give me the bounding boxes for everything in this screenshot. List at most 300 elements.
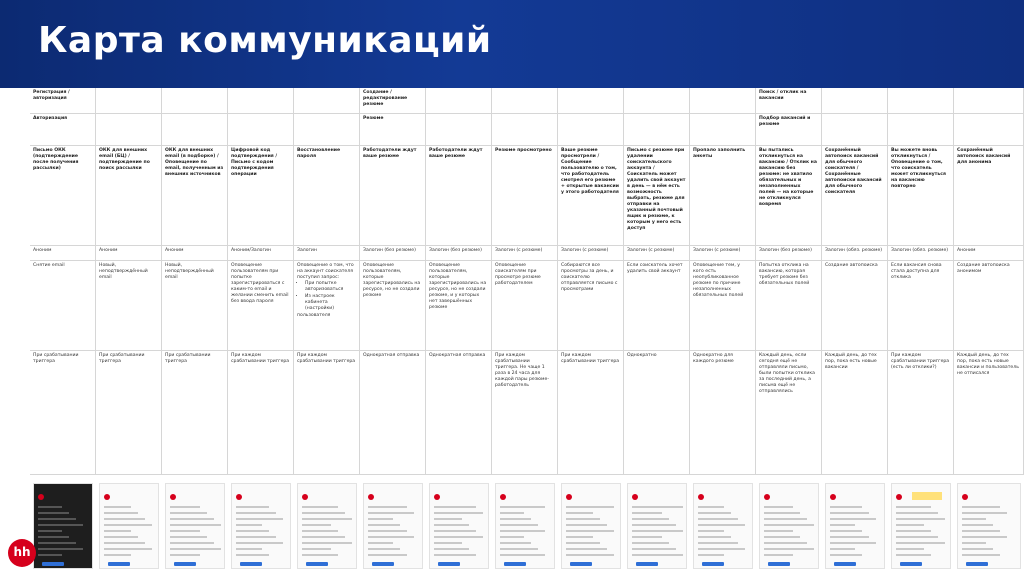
hh-mini-logo-icon <box>434 494 440 500</box>
table-cell <box>162 114 228 145</box>
cell-text: Работодатели ждут ваше резюме <box>363 148 417 159</box>
table-cell <box>426 146 492 245</box>
text-line <box>302 530 338 532</box>
cell-text: Аноним <box>99 248 118 253</box>
cell-text: Оповещение о том, что на аккаунт соискателя поступил запрос: <box>297 263 354 280</box>
cell-text: Оповещение пользователям при попытке зарегистрироваться с каким-то email и желании сменить email без ввода пароля <box>231 263 289 304</box>
cell-text: Каждый день, если сегодня ещё не отправляли письмо, были попытки отклика за последний день, а письма ещё не отправлялись <box>759 353 815 394</box>
cell-text: Оповещение соискателям при просмотре резюме работодателем <box>495 263 541 286</box>
text-line <box>104 512 138 514</box>
cell-text: Письмо с резюме при удалении соискательского аккаунта / Соискатель может удалить свой аккаунт в день — в нём есть возможность выбрать, резюме для отправки на указанный почтовый ящик и резюме, к которым у него есть доступ <box>627 148 686 231</box>
table-cell <box>690 351 756 474</box>
hh-mini-logo-icon <box>368 494 374 500</box>
table-cell <box>426 351 492 474</box>
table-cell <box>492 351 558 474</box>
table-cell <box>954 114 1024 145</box>
table-cell <box>30 246 96 260</box>
text-line <box>764 518 807 520</box>
text-line <box>830 512 869 514</box>
table-cell <box>294 261 360 350</box>
cell-text: Новый, неподтверждённый email <box>165 263 214 280</box>
text-line <box>962 518 986 520</box>
cell-text: Аноним <box>33 248 52 253</box>
hh-mini-logo-icon <box>896 494 902 500</box>
text-line <box>500 554 545 556</box>
text-line <box>104 518 145 520</box>
text-line <box>500 518 531 520</box>
text-line <box>896 506 931 508</box>
hh-mini-logo-icon <box>962 494 968 500</box>
preview-button <box>570 562 592 566</box>
table-cell <box>30 88 96 113</box>
text-line <box>698 548 745 550</box>
preview-button <box>108 562 130 566</box>
text-line <box>566 554 614 556</box>
cell-bullet: • При попытке авторизоваться <box>305 281 356 293</box>
text-line <box>434 518 462 520</box>
cell-text: Ваше резюме просмотрели / Сообщение пользователю о том, что работодатель смотрел его резюме + открытые вакансии у этого работодателя <box>561 148 619 195</box>
table-cell <box>162 351 228 474</box>
cell-text: Пропало заполнить анкеты <box>693 148 746 159</box>
email-preview-thumbnail <box>165 483 225 569</box>
table-cell <box>690 114 756 145</box>
table-cell <box>294 146 360 245</box>
table-cell <box>822 146 888 245</box>
text-line <box>104 524 152 526</box>
cell-text: Залогин (без резюме) <box>429 248 482 253</box>
cell-text: Залогин (с резюме) <box>693 248 741 253</box>
table-cell <box>228 246 294 260</box>
cell-text: Залогин (с резюме) <box>561 248 609 253</box>
preview-button <box>834 562 856 566</box>
cell-text: Если соискатель хочет удалить свой аккаунт <box>627 263 683 274</box>
text-line <box>698 536 731 538</box>
text-line <box>896 536 938 538</box>
text-line <box>500 512 524 514</box>
text-line <box>104 506 131 508</box>
table-cell <box>624 88 690 113</box>
table-cell <box>426 261 492 350</box>
text-line <box>632 536 662 538</box>
table-cell <box>954 246 1024 260</box>
cell-text: Аноним/Залогин <box>231 248 271 253</box>
text-line <box>896 542 945 544</box>
text-line <box>302 536 345 538</box>
preview-button <box>240 562 262 566</box>
text-line <box>500 536 524 538</box>
text-line <box>500 548 538 550</box>
text-line <box>38 554 62 556</box>
cell-text: Однократно для каждого резюме <box>693 353 734 364</box>
cell-text: Залогин (без резюме) <box>759 248 812 253</box>
table-cell <box>96 88 162 113</box>
cell-text: Восстановление пароля <box>297 148 341 159</box>
cell-text: Цифровой код подтверждения / Письмо с кодом подтверждения операции <box>231 148 278 177</box>
table-cell <box>360 114 426 145</box>
cell-text: Создание автопоиска <box>825 263 878 268</box>
text-line <box>368 548 400 550</box>
text-line <box>38 512 69 514</box>
preview-button <box>372 562 394 566</box>
text-line <box>38 506 62 508</box>
cell-text: Если вакансия снова стала доступна для отклика <box>891 263 942 280</box>
hh-mini-logo-icon <box>566 494 572 500</box>
email-preview-thumbnail <box>825 483 885 569</box>
table-cell <box>954 146 1024 245</box>
table-cell <box>294 88 360 113</box>
text-line <box>566 518 600 520</box>
cell-text: Залогин (обяз. резюме) <box>825 248 883 253</box>
text-line <box>632 506 683 508</box>
text-line <box>104 554 131 556</box>
table-cell <box>492 146 558 245</box>
text-line <box>368 530 407 532</box>
table-cell <box>756 351 822 474</box>
text-line <box>962 536 1007 538</box>
cell-text: Снятие email <box>33 263 65 268</box>
table-cell <box>822 261 888 350</box>
table-cell <box>96 351 162 474</box>
text-line <box>764 542 807 544</box>
table-cell <box>558 146 624 245</box>
cell-text: Сохранённый автопоиск вакансий для анонима <box>957 148 1011 165</box>
cell-text: Собираются все просмотры за день, и соискателю отправляется письмо с просмотрами <box>561 263 618 292</box>
text-line <box>170 524 221 526</box>
text-line <box>566 536 593 538</box>
cell-text: Письмо ОКК (подтверждение после получения рассылки) <box>33 148 79 171</box>
hh-mini-logo-icon <box>170 494 176 500</box>
preview-button <box>306 562 328 566</box>
text-line <box>368 512 414 514</box>
cell-text: Вы можете вновь откликнуться / Оповещение о том, что соискатель может откликнуться на вакансию повторно <box>891 148 946 189</box>
text-line <box>434 530 476 532</box>
email-preview-thumbnail <box>33 483 93 569</box>
hh-mini-logo-icon <box>632 494 638 500</box>
text-line <box>962 524 993 526</box>
table-cell <box>690 261 756 350</box>
cell-text: При каждом срабатывании триггера <box>561 353 620 364</box>
text-line <box>764 554 793 556</box>
table-cell <box>888 114 954 145</box>
cell-text: Авторизация <box>33 116 68 121</box>
cell-text: Поиск / отклик на вакансии <box>759 90 807 101</box>
text-line <box>764 506 793 508</box>
text-line <box>830 524 855 526</box>
table-cell <box>228 114 294 145</box>
text-line <box>764 548 814 550</box>
text-line <box>104 536 138 538</box>
text-line <box>698 518 738 520</box>
text-line <box>698 542 738 544</box>
table-cell <box>360 88 426 113</box>
email-preview-thumbnail <box>759 483 819 569</box>
table-cell <box>624 351 690 474</box>
slide-title: Карта коммуникаций <box>38 20 492 61</box>
cell-text: пользователя <box>297 313 331 318</box>
text-line <box>764 512 800 514</box>
text-line <box>566 530 614 532</box>
table-cell <box>360 246 426 260</box>
text-line <box>632 530 683 532</box>
table-cell <box>558 88 624 113</box>
table-cell <box>822 246 888 260</box>
hh-mini-logo-icon <box>500 494 506 500</box>
text-line <box>38 542 76 544</box>
text-line <box>170 506 200 508</box>
cell-text: Однократная отправка <box>363 353 420 358</box>
table-cell <box>624 261 690 350</box>
text-line <box>302 554 338 556</box>
text-line <box>302 542 352 544</box>
text-line <box>368 518 393 520</box>
text-line <box>962 542 986 544</box>
table-cell <box>360 261 426 350</box>
table-cell <box>624 146 690 245</box>
email-preview-thumbnail <box>627 483 687 569</box>
email-preview-thumbnail <box>693 483 753 569</box>
table-cell <box>360 351 426 474</box>
text-line <box>170 530 200 532</box>
text-line <box>170 554 200 556</box>
email-preview-thumbnail <box>297 483 357 569</box>
text-line <box>170 518 214 520</box>
preview-button <box>504 562 526 566</box>
text-line <box>434 554 476 556</box>
text-line <box>830 518 876 520</box>
text-line <box>236 512 276 514</box>
table-cell <box>954 88 1024 113</box>
table-cell <box>756 114 822 145</box>
table-cell <box>558 261 624 350</box>
text-line <box>434 542 462 544</box>
table-cell <box>954 351 1024 474</box>
text-line <box>38 518 76 520</box>
cell-text: При каждом срабатывании триггера (есть ли отклики?) <box>891 353 950 370</box>
table-row <box>30 88 1024 114</box>
text-line <box>434 524 469 526</box>
text-line <box>632 542 669 544</box>
preview-button <box>174 562 196 566</box>
email-preview-thumbnail <box>363 483 423 569</box>
text-line <box>500 542 531 544</box>
text-line <box>830 530 862 532</box>
email-preview-thumbnail <box>495 483 555 569</box>
text-line <box>896 524 924 526</box>
cell-text: Оповещение тем, у кого есть неопубликованное резюме по причине незаполненных обязательных полей <box>693 263 744 298</box>
text-line <box>632 548 676 550</box>
table-cell <box>426 246 492 260</box>
text-line <box>830 506 862 508</box>
text-line <box>698 512 731 514</box>
text-line <box>236 518 283 520</box>
text-line <box>896 512 938 514</box>
text-line <box>236 530 269 532</box>
cell-text: Залогин (с резюме) <box>627 248 675 253</box>
cell-text: Однократная отправка <box>429 353 486 358</box>
table-cell <box>822 114 888 145</box>
cell-text: Резюме просмотрено <box>495 148 552 153</box>
cell-text: Оповещение пользователям, которые зарегистрировались на ресурсе, но не создали резюме <box>363 263 421 298</box>
text-line <box>170 548 221 550</box>
text-line <box>566 506 614 508</box>
cell-text: Каждый день, до тех пор, пока есть новые вакансии и пользователь не отписался <box>957 353 1019 376</box>
cell-text: Оповещение пользователям, которые зарегистрировались на ресурсе, но не создали резюме, и у которых нет завершённых резюме <box>429 263 487 310</box>
cell-text: Попытка отклика на вакансию, которая требует резюме без обязательных полей <box>759 263 810 286</box>
preview-button <box>702 562 724 566</box>
table-cell <box>822 351 888 474</box>
table-row <box>30 114 1024 146</box>
text-line <box>896 518 945 520</box>
cell-text: При каждом срабатывании триггера <box>297 353 356 364</box>
table-row <box>30 351 1024 475</box>
text-line <box>170 542 214 544</box>
table-cell <box>228 88 294 113</box>
text-line <box>302 512 345 514</box>
hh-logo: hh <box>8 539 36 567</box>
text-line <box>170 536 207 538</box>
table-cell <box>756 88 822 113</box>
table-cell <box>558 114 624 145</box>
text-line <box>896 548 924 550</box>
cell-text: Резюме <box>363 116 384 121</box>
text-line <box>962 506 1000 508</box>
cell-text: Аноним <box>957 248 976 253</box>
text-line <box>368 524 400 526</box>
text-line <box>698 554 724 556</box>
text-line <box>632 524 676 526</box>
table-cell <box>30 261 96 350</box>
table-cell <box>162 246 228 260</box>
table-cell <box>492 88 558 113</box>
text-line <box>236 542 283 544</box>
table-cell <box>756 261 822 350</box>
text-line <box>302 524 331 526</box>
cell-bullet-list <box>297 281 356 312</box>
text-line <box>302 548 331 550</box>
table-cell <box>162 146 228 245</box>
cell-text: При каждом срабатывании триггера <box>231 353 290 364</box>
text-line <box>764 530 793 532</box>
table-cell <box>690 88 756 113</box>
text-line <box>104 548 152 550</box>
text-line <box>236 524 262 526</box>
text-line <box>434 506 476 508</box>
email-preview-thumbnail <box>231 483 291 569</box>
table-cell <box>888 246 954 260</box>
table-cell <box>558 351 624 474</box>
table-row <box>30 246 1024 261</box>
text-line <box>170 512 207 514</box>
slide-header <box>0 0 1024 88</box>
email-preview-thumbnail <box>891 483 951 569</box>
text-line <box>962 548 993 550</box>
cell-text: Залогин <box>297 248 317 253</box>
text-line <box>698 506 724 508</box>
table-cell <box>426 88 492 113</box>
table-row <box>30 146 1024 246</box>
table-row <box>30 261 1024 351</box>
text-line <box>566 512 593 514</box>
hh-mini-logo-icon <box>698 494 704 500</box>
text-line <box>104 530 131 532</box>
table-cell <box>162 88 228 113</box>
text-line <box>236 506 269 508</box>
table-cell <box>30 114 96 145</box>
table-cell <box>360 146 426 245</box>
text-line <box>698 524 745 526</box>
table-cell <box>624 114 690 145</box>
cell-text: Создание автопоиска анонимом <box>957 263 1010 274</box>
text-line <box>830 542 876 544</box>
email-preview-thumbnail <box>957 483 1021 569</box>
text-line <box>830 554 862 556</box>
table-cell <box>96 246 162 260</box>
text-line <box>500 530 545 532</box>
text-line <box>236 554 269 556</box>
cell-text: Аноним <box>165 248 184 253</box>
table-cell <box>294 114 360 145</box>
email-preview-thumbnail <box>429 483 489 569</box>
cell-text: Регистрация / авторизация <box>33 90 70 101</box>
highlight-banner <box>912 492 942 500</box>
table-cell <box>756 146 822 245</box>
text-line <box>566 548 607 550</box>
preview-button <box>42 562 64 566</box>
table-cell <box>888 88 954 113</box>
table-cell <box>30 146 96 245</box>
text-line <box>368 542 393 544</box>
hh-mini-logo-icon <box>830 494 836 500</box>
cell-text: Подбор вакансий и резюме <box>759 116 811 127</box>
table-cell <box>228 146 294 245</box>
cell-text: Создание / редактирование резюме <box>363 90 408 107</box>
text-line <box>38 548 83 550</box>
text-line <box>434 536 483 538</box>
email-preview-thumbnail <box>99 483 159 569</box>
preview-button <box>966 562 988 566</box>
cell-text: Вы пытались откликнуться на вакансию / Отклик на вакансию без резюме: не хватило обязательных и незаполненных полей — на которые не откликнулся вовремя <box>759 148 817 207</box>
table-cell <box>822 88 888 113</box>
table-cell <box>690 246 756 260</box>
text-line <box>38 530 62 532</box>
text-line <box>830 548 855 550</box>
cell-text: Залогин (без резюме) <box>363 248 416 253</box>
text-line <box>632 518 669 520</box>
communication-map-sheet <box>30 88 1024 576</box>
cell-text: При срабатывании триггера <box>165 353 211 364</box>
cell-text: Сохранённый автопоиск вакансий для обычного соискателя / Сохранённые автопоиски вакансий для обычного соискателя <box>825 148 882 195</box>
table-cell <box>96 146 162 245</box>
table-cell <box>162 261 228 350</box>
text-line <box>500 524 538 526</box>
text-line <box>632 512 662 514</box>
hh-mini-logo-icon <box>38 494 44 500</box>
text-line <box>830 536 869 538</box>
text-line <box>368 554 407 556</box>
text-line <box>434 512 483 514</box>
cell-text: Залогин (обяз. резюме) <box>891 248 949 253</box>
table-cell <box>96 114 162 145</box>
table-cell <box>558 246 624 260</box>
cell-text: При срабатывании триггера <box>99 353 145 364</box>
text-line <box>38 536 69 538</box>
text-line <box>236 536 276 538</box>
text-line <box>764 536 800 538</box>
table-cell <box>30 351 96 474</box>
preview-button <box>900 562 922 566</box>
text-line <box>368 506 407 508</box>
table-cell <box>294 246 360 260</box>
